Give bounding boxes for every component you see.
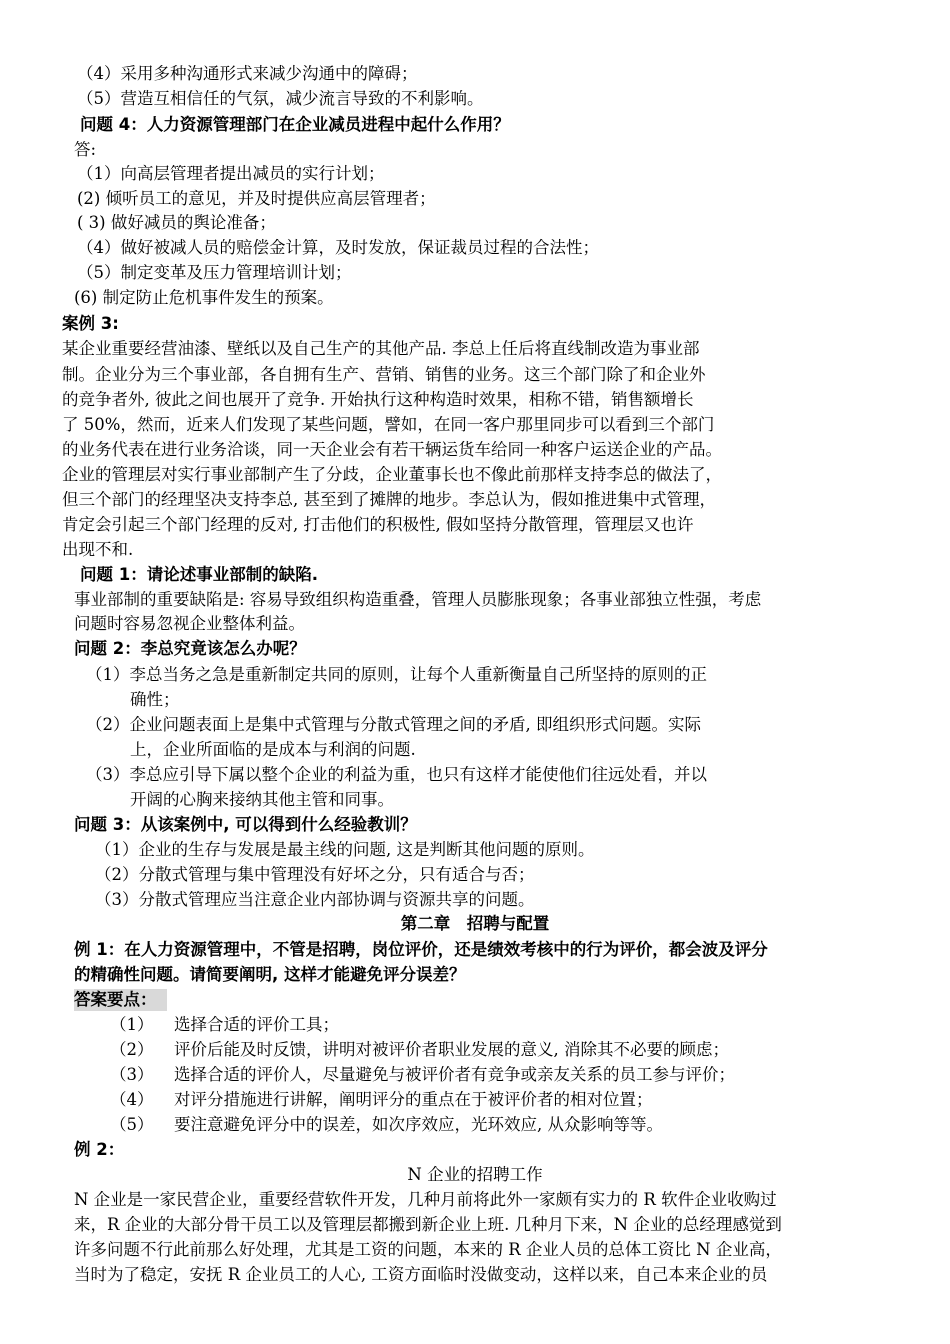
list-item-text: 评价后能及时反馈，讲明对被评价者职业发展的意义, 消除其不必要的顾虑； bbox=[174, 1040, 729, 1059]
question-heading: 问题 2：李总究竟该怎么办呢？ bbox=[74, 639, 306, 658]
answer-key-label: 答案要点： bbox=[74, 989, 167, 1011]
list-item-text: 对评分措施进行讲解，阐明评分的重点在于被评价者的相对位置； bbox=[174, 1090, 653, 1109]
list-item-text: 选择合适的评价工具； bbox=[174, 1015, 339, 1034]
text-line: 答: bbox=[74, 140, 97, 159]
case-paragraph-line: 出现不和. bbox=[62, 540, 134, 559]
text-line: 问题时容易忽视企业整体利益。 bbox=[74, 614, 305, 633]
text-line: （4）做好被减人员的赔偿金计算，及时发放，保证裁员过程的合法性； bbox=[77, 238, 599, 257]
case-paragraph-line: 企业的管理层对实行事业部制产生了分歧，企业董事长也不像此前那样支持李总的做法了， bbox=[62, 465, 722, 484]
case-paragraph-line: 某企业重要经营油漆、壁纸以及自己生产的其他产品. 李总上任后将直线制改造为事业部 bbox=[62, 339, 700, 358]
text-line: 事业部制的重要缺陷是: 容易导致组织构造重叠，管理人员膨胀现象；各事业部独立性强，考虑 bbox=[74, 590, 762, 609]
case-paragraph-line: 的业务代表在进行业务洽谈，同一天企业会有若干辆运货车给同一种客户运送企业的产品。 bbox=[62, 440, 722, 459]
text-line: 开阔的心胸来接纳其他主管和同事。 bbox=[130, 790, 394, 809]
case-paragraph-line: 当时为了稳定，安抚 R 企业员工的人心, 工资方面临时没做变动，这样以来，自己本来企业的员 bbox=[74, 1265, 768, 1284]
text-line: 上，企业所面临的是成本与利润的问题. bbox=[130, 740, 416, 759]
example-heading: 的精确性问题。请简要阐明, 这样才能避免评分误差？ bbox=[74, 965, 466, 984]
case-paragraph-line: N 企业是一家民营企业，重要经营软件开发，几种月前将此外一家颇有实力的 R 软件企业收购过 bbox=[74, 1190, 777, 1209]
text-line: （1）李总当务之急是重新制定共同的原则，让每个人重新衡量自己所坚持的原则的正 bbox=[86, 665, 707, 684]
text-line: （3）李总应引导下属以整个企业的利益为重，也只有这样才能使他们往远处看，并以 bbox=[86, 765, 707, 784]
text-line: （4）采用多种沟通形式来减少沟通中的障碍； bbox=[77, 64, 418, 83]
text-line: 确性； bbox=[130, 690, 180, 709]
case-paragraph-line: 许多问题不行此前那么好处理，尤其是工资的问题，本来的 R 企业人员的总体工资比 N 企业高， bbox=[74, 1240, 782, 1259]
list-item-text: 选择合适的评价人，尽量避免与被评价者有竞争或亲友关系的员工参与评价； bbox=[174, 1065, 735, 1084]
chapter-title: 第二章 招聘与配置 bbox=[400, 914, 550, 933]
list-item-text: 要注意避免评分中的误差，如次序效应，光环效应, 从众影响等等。 bbox=[174, 1115, 663, 1134]
question-heading: 问题 4：人力资源管理部门在企业减员进程中起什么作用？ bbox=[80, 115, 510, 134]
text-line: （2）分散式管理与集中管理没有好坏之分，只有适合与否； bbox=[95, 865, 535, 884]
list-number: （5） bbox=[110, 1115, 154, 1134]
case-paragraph-line: 的竞争者外, 彼此之间也展开了竞争. 开始执行这种构造时效果，相称不错，销售额增长 bbox=[62, 390, 694, 409]
example-heading: 例 2： bbox=[74, 1140, 125, 1159]
text-line: ( 3) 做好减员的舆论准备； bbox=[77, 213, 276, 232]
case-paragraph-line: 来，R 企业的大部分骨干员工以及管理层都搬到新企业上班. 几种月下来，N 企业的总经理感觉到 bbox=[74, 1215, 782, 1234]
text-line: (2) 倾听员工的意见，并及时提供应高层管理者； bbox=[77, 189, 436, 208]
case-paragraph-line: 制。企业分为三个事业部，各自拥有生产、营销、销售的业务。这三个部门除了和企业外 bbox=[62, 365, 706, 384]
section-subtitle: N 企业的招聘工作 bbox=[407, 1165, 543, 1184]
text-line: （1）企业的生存与发展是最主线的问题, 这是判断其他问题的原则。 bbox=[95, 840, 595, 859]
list-number: （2） bbox=[110, 1040, 154, 1059]
case-paragraph-line: 肯定会引起三个部门经理的反对, 打击他们的积极性, 假如坚持分散管理，管理层又也许 bbox=[62, 515, 694, 534]
text-line: （3）分散式管理应当注意企业内部协调与资源共享的问题。 bbox=[95, 890, 535, 909]
text-line: (6) 制定防止危机事件发生的预案。 bbox=[74, 288, 334, 307]
list-number: （3） bbox=[110, 1065, 154, 1084]
question-heading: 问题 1：请论述事业部制的缺陷. bbox=[80, 565, 318, 584]
text-line: （5）制定变革及压力管理培训计划； bbox=[77, 263, 352, 282]
list-number: （4） bbox=[110, 1090, 154, 1109]
text-line: （2）企业问题表面上是集中式管理与分散式管理之间的矛盾, 即组织形式问题。实际 bbox=[86, 715, 701, 734]
text-line: （1）向高层管理者提出减员的实行计划； bbox=[77, 164, 385, 183]
case-heading: 案例 3: bbox=[62, 314, 119, 333]
question-heading: 问题 3：从该案例中, 可以得到什么经验教训？ bbox=[74, 815, 417, 834]
case-paragraph-line: 但三个部门的经理坚决支持李总, 甚至到了摊牌的地步。李总认为，假如推进集中式管理， bbox=[62, 490, 716, 509]
example-heading: 例 1：在人力资源管理中，不管是招聘，岗位评价，还是绩效考核中的行为评价，都会波及评分 bbox=[74, 940, 768, 959]
case-paragraph-line: 了 50%，然而，近来人们发现了某些问题，譬如，在同一客户那里同步可以看到三个部门 bbox=[62, 415, 715, 434]
list-number: （1） bbox=[110, 1015, 154, 1034]
text-line: （5）营造互相信任的气氛，减少流言导致的不利影响。 bbox=[77, 89, 484, 108]
